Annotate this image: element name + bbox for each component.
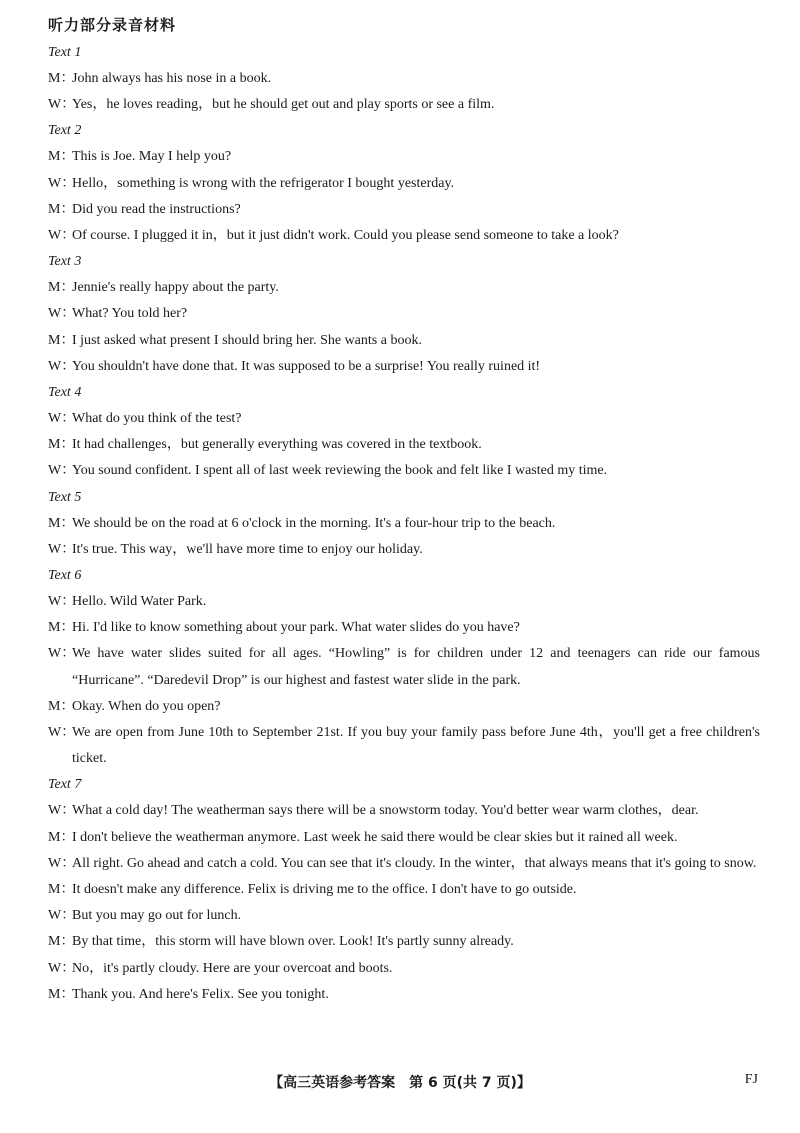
- dialogue-text: We are open from June 10th to September 21st. If you buy your family pass before June 4th，you'll get a free children's ticket.: [72, 725, 760, 767]
- speaker-label: W：: [48, 725, 76, 741]
- dialogue-line: [48, 458, 760, 484]
- dialogue-text: I don't believe the weatherman anymore. Last week he said there would be clear skies but it rained all week.: [72, 829, 678, 845]
- dialogue-text: Jennie's really happy about the party.: [72, 280, 279, 296]
- speaker-label: M：: [48, 149, 75, 165]
- dialogue-text: Of course. I plugged it in，but it just didn't work. Could you please send someone to take a look?: [72, 228, 619, 244]
- dialogue-line: [48, 197, 760, 223]
- speaker-label: M：: [48, 934, 75, 950]
- dialogue-line: [48, 537, 760, 563]
- speaker-label: M：: [48, 332, 75, 348]
- speaker-label: W：: [48, 358, 76, 374]
- speaker-label: W：: [48, 228, 76, 244]
- section-heading: Text 2: [48, 123, 82, 139]
- dialogue-line: [48, 92, 760, 118]
- speaker-label: W：: [48, 175, 76, 191]
- dialogue-text: No，it's partly cloudy. Here are your overcoat and boots.: [72, 960, 393, 976]
- speaker-label: W：: [48, 594, 76, 610]
- dialogue-text: It doesn't make any difference. Felix is driving me to the office. I don't have to go outside.: [72, 882, 577, 898]
- speaker-label: M：: [48, 71, 75, 86]
- dialogue-line: [48, 171, 760, 197]
- dialogue-line: [48, 432, 760, 458]
- dialogue-text: It's true. This way，we'll have more time to enjoy our holiday.: [72, 541, 423, 557]
- speaker-label: M：: [48, 698, 75, 714]
- dialogue-text: All right. Go ahead and catch a cold. You can see that it's cloudy. In the winter，that always means that it's going to snow.: [72, 855, 757, 871]
- page-footer: [0, 1072, 800, 1096]
- transcript-body: [48, 40, 760, 1008]
- dialogue-line: [48, 406, 760, 432]
- dialogue-line: [48, 511, 760, 537]
- dialogue-text: By that time，this storm will have blown over. Look! It's partly sunny already.: [72, 934, 514, 950]
- dialogue-line: [48, 694, 760, 720]
- footer-page-info: 【高三英语参考答案 第 6 页(共 7 页)】: [269, 1075, 531, 1091]
- dialogue-line: [48, 956, 760, 982]
- dialogue-text: You shouldn't have done that. It was supposed to be a surprise! You really ruined it!: [72, 358, 541, 374]
- dialogue-text: Yes，he loves reading，but he should get out and play sports or see a film.: [72, 97, 495, 113]
- speaker-label: W：: [48, 97, 76, 113]
- section-heading: Text 1: [48, 45, 82, 60]
- speaker-label: M：: [48, 515, 75, 531]
- speaker-label: M：: [48, 437, 75, 453]
- section-heading: Text 7: [48, 777, 82, 793]
- dialogue-text: What do you think of the test?: [72, 411, 242, 427]
- speaker-label: W：: [48, 306, 76, 322]
- dialogue-line: [48, 223, 760, 249]
- dialogue-line: [48, 877, 760, 903]
- dialogue-text: Thank you. And here's Felix. See you tonight.: [72, 986, 329, 1002]
- speaker-label: W：: [48, 541, 76, 557]
- dialogue-line: [48, 641, 760, 693]
- dialogue-text: John always has his nose in a book.: [72, 71, 272, 86]
- speaker-label: W：: [48, 960, 76, 976]
- speaker-label: W：: [48, 463, 76, 479]
- dialogue-text: Hello. Wild Water Park.: [72, 594, 207, 610]
- speaker-label: W：: [48, 855, 76, 871]
- dialogue-line: [48, 851, 760, 877]
- dialogue-text: I just asked what present I should bring her. She wants a book.: [72, 332, 422, 348]
- dialogue-text: We have water slides suited for all ages. “Howling” is for children under 12 and teenagers can ride our famous “Hurricane”. “Daredevil Drop” is our highest and fastest water slide in the park.: [72, 646, 760, 688]
- speaker-label: M：: [48, 201, 75, 217]
- dialogue-line: [48, 798, 760, 824]
- speaker-label: M：: [48, 882, 75, 898]
- section-heading: Text 6: [48, 568, 82, 584]
- dialogue-text: What? You told her?: [72, 306, 188, 322]
- speaker-label: W：: [48, 803, 76, 819]
- dialogue-text: You sound confident. I spent all of last week reviewing the book and felt like I wasted my time.: [72, 463, 608, 479]
- dialogue-line: [48, 929, 760, 955]
- speaker-label: M：: [48, 829, 75, 845]
- dialogue-line: [48, 354, 760, 380]
- dialogue-line: [48, 903, 760, 929]
- footer-code: FJ: [744, 1072, 758, 1087]
- speaker-label: W：: [48, 646, 76, 662]
- speaker-label: M：: [48, 620, 75, 636]
- dialogue-text: But you may go out for lunch.: [72, 908, 242, 924]
- section-heading: Text 5: [48, 489, 82, 505]
- dialogue-line: [48, 825, 760, 851]
- section-heading: Text 4: [48, 385, 82, 401]
- dialogue-line: [48, 275, 760, 301]
- dialogue-line: [48, 66, 760, 92]
- dialogue-text: This is Joe. May I help you?: [72, 149, 232, 165]
- dialogue-text: Hello，something is wrong with the refrigerator I bought yesterday.: [72, 175, 455, 191]
- speaker-label: M：: [48, 280, 75, 296]
- dialogue-text: Hi. I'd like to know something about your park. What water slides do you have?: [72, 620, 520, 636]
- page-title: 听力部分录音材料: [48, 16, 177, 34]
- dialogue-line: [48, 720, 760, 772]
- section-heading: Text 3: [48, 254, 82, 270]
- speaker-label: W：: [48, 411, 76, 427]
- dialogue-line: [48, 589, 760, 615]
- dialogue-text: We should be on the road at 6 o'clock in the morning. It's a four-hour trip to the beach.: [72, 515, 556, 531]
- dialogue-text: It had challenges，but generally everything was covered in the textbook.: [72, 437, 482, 453]
- speaker-label: W：: [48, 908, 76, 924]
- dialogue-text: What a cold day! The weatherman says there will be a snowstorm today. You'd better wear warm clothes，dear.: [72, 803, 699, 819]
- dialogue-line: [48, 301, 760, 327]
- dialogue-text: Did you read the instructions?: [72, 201, 241, 217]
- dialogue-line: [48, 144, 760, 170]
- speaker-label: M：: [48, 986, 75, 1002]
- dialogue-text: Okay. When do you open?: [72, 698, 221, 714]
- dialogue-line: [48, 982, 760, 1008]
- dialogue-line: [48, 328, 760, 354]
- dialogue-line: [48, 615, 760, 641]
